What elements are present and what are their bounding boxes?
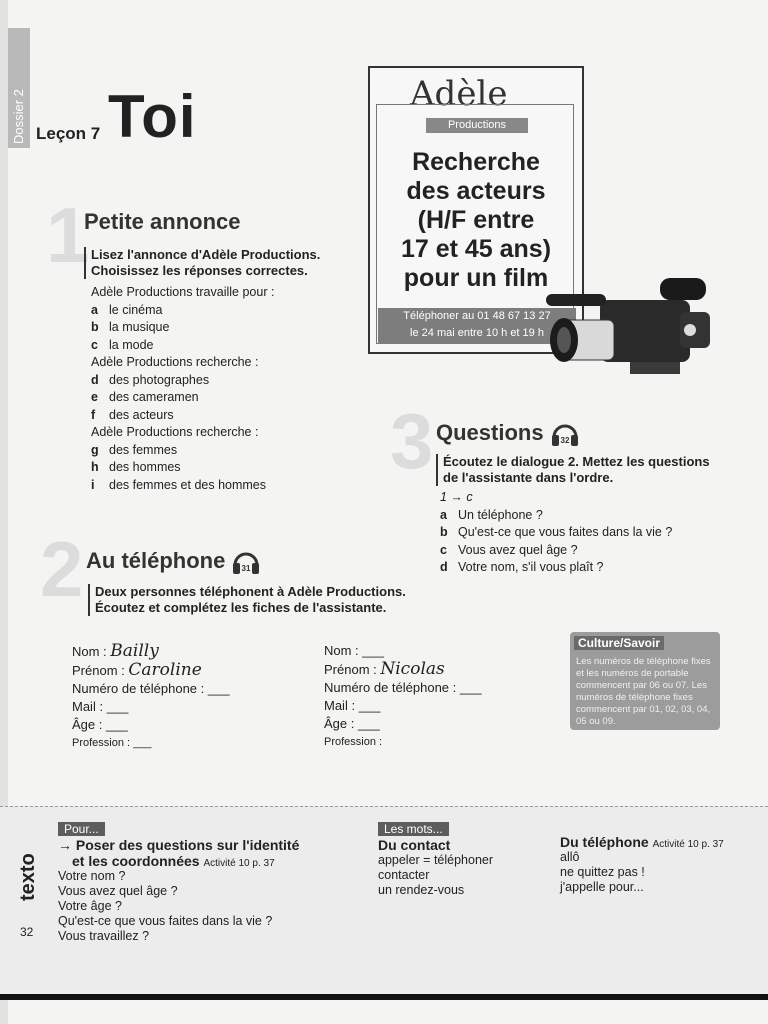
pour-item: Vous travaillez ? — [58, 929, 150, 943]
blank-field[interactable]: ___ — [357, 716, 380, 731]
blank-field[interactable]: ___ — [133, 737, 152, 749]
section-1-instruction — [84, 247, 351, 279]
blank-field[interactable]: ___ — [358, 698, 381, 713]
prenom-value: Caroline — [128, 660, 202, 680]
contact-item: appeler = téléphoner — [378, 853, 494, 867]
section-3-list — [440, 489, 760, 577]
prenom-label: Prénom : — [72, 663, 125, 678]
option-text: Vous avez quel âge ? — [458, 542, 578, 557]
answer-option — [91, 319, 361, 337]
ad-logo: Adèle — [410, 74, 508, 114]
option-text: des cameramen — [109, 390, 199, 404]
blank-field[interactable]: ___ — [459, 680, 482, 695]
pour-item: Qu'est-ce que vous faites dans la vie ? — [58, 914, 273, 928]
option-letter: f — [91, 407, 96, 422]
option-letter: g — [91, 442, 99, 457]
option-text: Un téléphone ? — [458, 507, 543, 522]
prenom-label: Prénom : — [324, 662, 377, 677]
instruction-line: Lisez l'annonce d'Adèle Productions. — [91, 247, 321, 262]
tel-title: Du téléphone — [560, 834, 649, 850]
texto-label — [14, 845, 40, 905]
blank-field[interactable]: ___ — [207, 681, 230, 696]
pour-tag: Pour... — [58, 822, 105, 836]
option-letter: b — [440, 525, 448, 539]
option-letter: a — [91, 302, 98, 317]
question-stem: Adèle Productions travaille pour : — [91, 285, 275, 299]
pour-title-line2: et les coordonnées — [72, 853, 200, 869]
scan-bottom-edge — [0, 994, 768, 1000]
section-1-number: 1 — [46, 191, 90, 279]
ad-line: 17 et 45 ans) — [400, 235, 552, 263]
tel-item: allô — [560, 850, 580, 864]
dossier-tab — [8, 28, 30, 148]
section-3-title: Questions — [436, 420, 544, 445]
section-3-number: 3 — [390, 397, 434, 485]
pour-column — [58, 818, 358, 944]
answer-option — [91, 389, 361, 407]
mots-tag: Les mots... — [378, 822, 449, 836]
tel-label: Numéro de téléphone : — [72, 681, 205, 696]
instruction-line: de l'assistante dans l'ordre. — [443, 470, 614, 485]
question-stem: Adèle Productions recherche : — [91, 425, 259, 439]
option-letter: i — [91, 477, 95, 492]
culture-text: Les numéros de téléphone fixes et les numéros de portable commencent par 06 ou 07. Les numéros de téléphone fixes commencent par 01, 02, 03, 04, 05 ou 09. — [576, 656, 711, 727]
option-letter: d — [440, 560, 448, 574]
answer-option — [440, 507, 760, 525]
ad-productions: Productions — [426, 118, 528, 133]
option-text: des acteurs — [109, 407, 174, 422]
pour-title-row — [58, 853, 358, 869]
option-text: Qu'est-ce que vous faites dans la vie ? — [458, 525, 673, 539]
question-stem: Adèle Productions recherche : — [91, 355, 259, 369]
section-2-instruction — [88, 584, 435, 616]
blank-field[interactable]: ___ — [362, 643, 384, 658]
answer-option — [91, 407, 361, 425]
answer-option — [440, 524, 760, 542]
tel-label: Numéro de téléphone : — [324, 680, 457, 695]
answer-option — [440, 542, 760, 560]
blank-field[interactable]: ___ — [106, 699, 129, 714]
telephone-column — [560, 834, 760, 895]
age-label: Âge : — [72, 717, 103, 732]
option-letter: d — [91, 372, 99, 387]
ad-phone: Téléphoner au 01 48 67 13 27 — [403, 310, 551, 322]
option-text: des photographes — [109, 372, 210, 387]
lesson-number: Leçon 7 — [36, 124, 101, 143]
option-letter: h — [91, 460, 99, 474]
headphones-icon — [550, 421, 580, 447]
tel-item: ne quittez pas ! — [560, 865, 645, 879]
tel-title-row — [560, 834, 760, 850]
ad-line: (H/F entre — [417, 206, 535, 234]
form-card-1 — [72, 642, 312, 752]
mail-label: Mail : — [324, 698, 356, 713]
tel-item: j'appelle pour... — [560, 880, 644, 894]
section-2-title: Au téléphone — [86, 548, 226, 573]
answer-option — [91, 337, 361, 355]
section-3-instruction — [436, 454, 763, 486]
contact-item: un rendez-vous — [378, 883, 465, 897]
answer-option — [91, 477, 361, 495]
prenom-value: Nicolas — [380, 659, 445, 679]
tel-activity: Activité 10 p. 37 — [652, 839, 724, 850]
instruction-line: Choisissez les réponses correctes. — [91, 263, 308, 278]
nom-value: Bailly — [110, 641, 159, 661]
ad-line: Recherche — [412, 148, 540, 176]
track-number: 32 — [560, 436, 570, 446]
form-card-2 — [324, 642, 554, 751]
section-1-title: Petite annonce — [84, 209, 241, 234]
answer-option — [91, 442, 361, 460]
section-3-title-row — [436, 420, 580, 447]
example: 1 → c — [440, 490, 473, 504]
instruction-line: Écoutez et complétez les fiches de l'assistante. — [95, 600, 387, 615]
pour-title-line1: → Poser des questions sur l'identité — [58, 837, 300, 853]
option-text: la mode — [109, 337, 154, 352]
track-number: 31 — [242, 564, 251, 574]
ad-line: des acteurs — [406, 177, 546, 205]
culture-title: Culture/Savoir — [574, 636, 664, 650]
answer-option — [91, 302, 361, 320]
video-camera-icon — [540, 272, 718, 392]
contact-item: contacter — [378, 868, 430, 882]
instruction-line: Écoutez le dialogue 2. Mettez les questions — [443, 454, 710, 469]
option-letter: b — [91, 320, 99, 334]
answer-option — [440, 559, 760, 577]
contact-title: Du contact — [378, 837, 451, 853]
pour-activity: Activité 10 p. 37 — [203, 858, 275, 869]
pour-item: Votre âge ? — [58, 899, 122, 913]
option-text: des hommes — [109, 460, 181, 474]
headphones-icon — [231, 549, 261, 575]
instruction-line: Deux personnes téléphonent à Adèle Productions. — [95, 584, 406, 599]
profession-label: Profession : — [324, 736, 383, 748]
lesson-title: Toi — [108, 83, 197, 150]
option-letter: c — [440, 542, 447, 557]
option-text: Votre nom, s'il vous plaît ? — [458, 560, 604, 574]
answer-option — [91, 372, 361, 390]
option-letter: e — [91, 390, 98, 404]
texto-text: texto — [17, 853, 39, 901]
blank-field[interactable]: ___ — [105, 717, 128, 732]
option-text: des femmes — [109, 442, 178, 457]
pour-item: Votre nom ? — [58, 869, 126, 883]
option-text: le cinéma — [109, 302, 163, 317]
option-letter: a — [440, 507, 447, 522]
option-text: des femmes et des hommes — [109, 477, 267, 492]
mots-column — [378, 818, 548, 898]
dossier-label: Dossier 2 — [11, 89, 26, 144]
page-number: 32 — [20, 925, 34, 939]
section-2-title-row — [86, 548, 261, 575]
pour-item: Vous avez quel âge ? — [58, 884, 178, 898]
option-text: la musique — [109, 320, 170, 334]
age-label: Âge : — [324, 716, 355, 731]
section-2-number: 2 — [40, 525, 84, 613]
nom-label: Nom : — [72, 644, 107, 659]
mail-label: Mail : — [72, 699, 104, 714]
culture-box — [570, 632, 720, 730]
profession-label: Profession : — [72, 737, 131, 749]
nom-label: Nom : — [324, 643, 359, 658]
ad-date: le 24 mai entre 10 h et 19 h — [410, 327, 544, 339]
option-letter: c — [91, 337, 98, 352]
section-1-list — [91, 284, 361, 494]
ad-line: pour un film — [403, 264, 549, 292]
answer-option — [91, 459, 361, 477]
